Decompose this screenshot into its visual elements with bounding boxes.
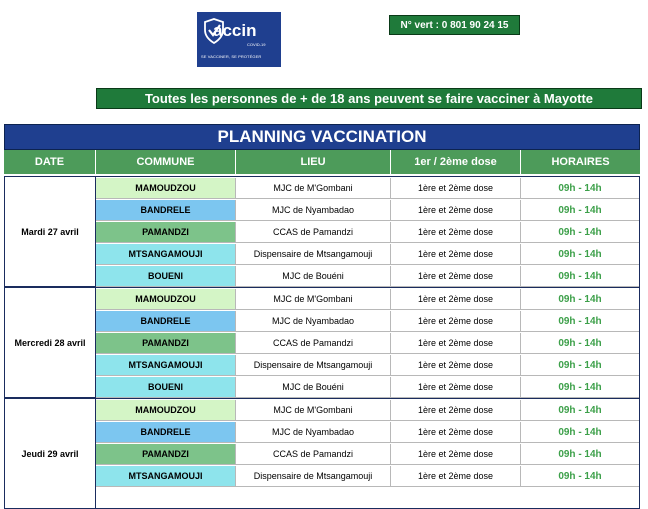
table-row — [96, 289, 639, 310]
planning-title: PLANNING VACCINATION — [4, 124, 640, 150]
dose-cell: 1ère et 2ème dose — [391, 244, 521, 265]
lieu-cell: MJC de M'Gombani — [236, 178, 391, 199]
horaires-cell: 09h - 14h — [521, 178, 639, 199]
commune-cell: MAMOUDZOU — [96, 178, 236, 199]
date-cell: Jeudi 29 avril — [5, 399, 96, 508]
horaires-cell: 09h - 14h — [521, 266, 639, 287]
date-cell: Mercredi 28 avril — [5, 288, 96, 397]
commune-cell: BOUENI — [96, 377, 236, 398]
horaires-cell: 09h - 14h — [521, 333, 639, 354]
dose-cell: 1ère et 2ème dose — [391, 311, 521, 332]
table-row — [96, 400, 639, 421]
dose-cell: 1ère et 2ème dose — [391, 400, 521, 421]
commune-cell: BANDRELE — [96, 422, 236, 443]
vaccin-logo — [197, 12, 281, 67]
commune-cell: PAMANDZI — [96, 333, 236, 354]
table-row — [96, 466, 639, 487]
header-date: DATE — [4, 150, 96, 174]
commune-cell: MTSANGAMOUJI — [96, 244, 236, 265]
dose-cell: 1ère et 2ème dose — [391, 333, 521, 354]
dose-cell: 1ère et 2ème dose — [391, 178, 521, 199]
eligibility-banner: Toutes les personnes de + de 18 ans peuvent se faire vacciner à Mayotte — [96, 88, 642, 109]
date-cell: Mardi 27 avril — [5, 177, 96, 286]
commune-cell: BOUENI — [96, 266, 236, 287]
dose-cell: 1ère et 2ème dose — [391, 266, 521, 287]
dose-cell: 1ère et 2ème dose — [391, 222, 521, 243]
horaires-cell: 09h - 14h — [521, 222, 639, 243]
lieu-cell: Dispensaire de Mtsangamouji — [236, 355, 391, 376]
header-horaires: HORAIRES — [551, 156, 610, 168]
horaires-cell: 09h - 14h — [521, 311, 639, 332]
dose-cell: 1ère et 2ème dose — [391, 200, 521, 221]
lieu-cell: CCAS de Pamandzi — [236, 333, 391, 354]
commune-cell: MAMOUDZOU — [96, 400, 236, 421]
commune-cell: MTSANGAMOUJI — [96, 355, 236, 376]
header-dose: 1er / 2ème dose — [391, 150, 521, 174]
dose-cell: 1ère et 2ème dose — [391, 355, 521, 376]
horaires-cell: 09h - 14h — [521, 422, 639, 443]
table-row — [96, 444, 639, 465]
lieu-cell: CCAS de Pamandzi — [236, 222, 391, 243]
table-row — [96, 333, 639, 354]
lieu-cell: Dispensaire de Mtsangamouji — [236, 244, 391, 265]
logo-tagline: SE VACCINER, SE PROTÉGER — [201, 54, 262, 59]
day-block — [4, 287, 640, 398]
horaires-cell: 09h - 14h — [521, 466, 639, 487]
table-row — [96, 311, 639, 332]
horaires-cell: 09h - 14h — [521, 444, 639, 465]
commune-cell: MAMOUDZOU — [96, 289, 236, 310]
dose-cell: 1ère et 2ème dose — [391, 466, 521, 487]
logo-word: accin — [213, 21, 257, 40]
lieu-cell: MJC de M'Gombani — [236, 400, 391, 421]
hotline-box: N° vert : 0 801 90 24 15 — [389, 15, 520, 35]
table-header-row — [4, 150, 640, 174]
lieu-cell: MJC de M'Gombani — [236, 289, 391, 310]
horaires-cell: 09h - 14h — [521, 289, 639, 310]
commune-cell: BANDRELE — [96, 200, 236, 221]
horaires-cell: 09h - 14h — [521, 200, 639, 221]
table-row — [96, 222, 639, 243]
logo-sub: COVID-19 — [247, 42, 266, 47]
lieu-cell: MJC de Bouéni — [236, 377, 391, 398]
lieu-cell: Dispensaire de Mtsangamouji — [236, 466, 391, 487]
commune-cell: PAMANDZI — [96, 222, 236, 243]
header-commune: COMMUNE — [96, 150, 236, 174]
dose-cell: 1ère et 2ème dose — [391, 444, 521, 465]
lieu-cell: MJC de Nyambadao — [236, 422, 391, 443]
dose-cell: 1ère et 2ème dose — [391, 377, 521, 398]
dose-cell: 1ère et 2ème dose — [391, 422, 521, 443]
day-block — [4, 176, 640, 287]
day-block — [4, 398, 640, 509]
table-row — [96, 266, 639, 287]
horaires-cell: 09h - 14h — [521, 400, 639, 421]
dose-cell: 1ère et 2ème dose — [391, 289, 521, 310]
lieu-cell: CCAS de Pamandzi — [236, 444, 391, 465]
lieu-cell: MJC de Nyambadao — [236, 200, 391, 221]
commune-cell: BANDRELE — [96, 311, 236, 332]
header-lieu: LIEU — [236, 150, 391, 174]
commune-cell: MTSANGAMOUJI — [96, 466, 236, 487]
table-row — [96, 355, 639, 376]
lieu-cell: MJC de Bouéni — [236, 266, 391, 287]
table-row — [96, 200, 639, 221]
commune-cell: PAMANDZI — [96, 444, 236, 465]
table-row — [96, 244, 639, 265]
table-row — [96, 377, 639, 398]
lieu-cell: MJC de Nyambadao — [236, 311, 391, 332]
horaires-cell: 09h - 14h — [521, 377, 639, 398]
horaires-cell: 09h - 14h — [521, 244, 639, 265]
table-row — [96, 422, 639, 443]
table-row — [96, 178, 639, 199]
horaires-cell: 09h - 14h — [521, 355, 639, 376]
